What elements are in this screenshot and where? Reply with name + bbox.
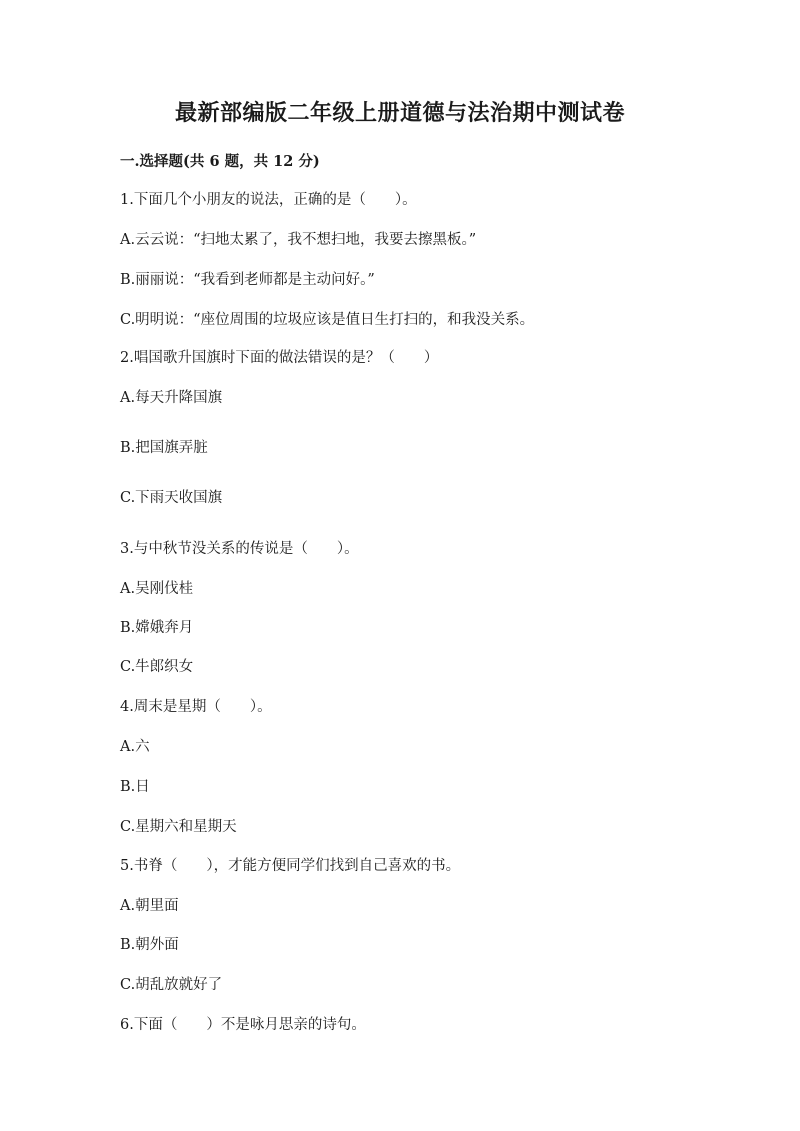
question-option: A.每天升降国旗 xyxy=(120,390,223,406)
question-option: A.六 xyxy=(120,739,150,755)
question-stem: 3.与中秋节没关系的传说是（ ）。 xyxy=(120,541,359,557)
question-stem: 6.下面（ ）不是咏月思亲的诗句。 xyxy=(120,1017,366,1033)
exam-title: 最新部编版二年级上册道德与法治期中测试卷 xyxy=(174,100,625,126)
question-option: B.丽丽说：“我看到老师都是主动问好。” xyxy=(120,272,375,288)
question-stem: 1.下面几个小朋友的说法，正确的是（ ）。 xyxy=(120,192,417,208)
question-option: B.嫦娥奔月 xyxy=(120,620,194,636)
question-option: A.云云说：“扫地太累了，我不想扫地，我要去擦黑板。” xyxy=(120,232,477,248)
question-option: C.下雨天收国旗 xyxy=(120,490,223,506)
question-option: A.朝里面 xyxy=(120,898,179,914)
question-stem: 5.书脊（ ），才能方便同学们找到自己喜欢的书。 xyxy=(120,858,461,874)
question-option: B.把国旗弄脏 xyxy=(120,440,208,456)
section-header: 一.选择题(共 6 题，共 12 分) xyxy=(120,153,320,170)
question-option: C.胡乱放就好了 xyxy=(120,977,223,993)
question-stem: 2.唱国歌升国旗时下面的做法错误的是？（ ） xyxy=(120,350,439,366)
question-option: A.吴刚伐桂 xyxy=(120,581,194,597)
question-option: C.明明说：“座位周围的垃圾应该是值日生打扫的，和我没关系。 xyxy=(120,312,535,328)
question-option: C.星期六和星期天 xyxy=(120,819,237,835)
question-option: B.日 xyxy=(120,779,150,795)
question-option: C.牛郎织女 xyxy=(120,659,194,675)
question-option: B.朝外面 xyxy=(120,937,179,953)
question-stem: 4.周末是星期（ ）。 xyxy=(120,699,272,715)
